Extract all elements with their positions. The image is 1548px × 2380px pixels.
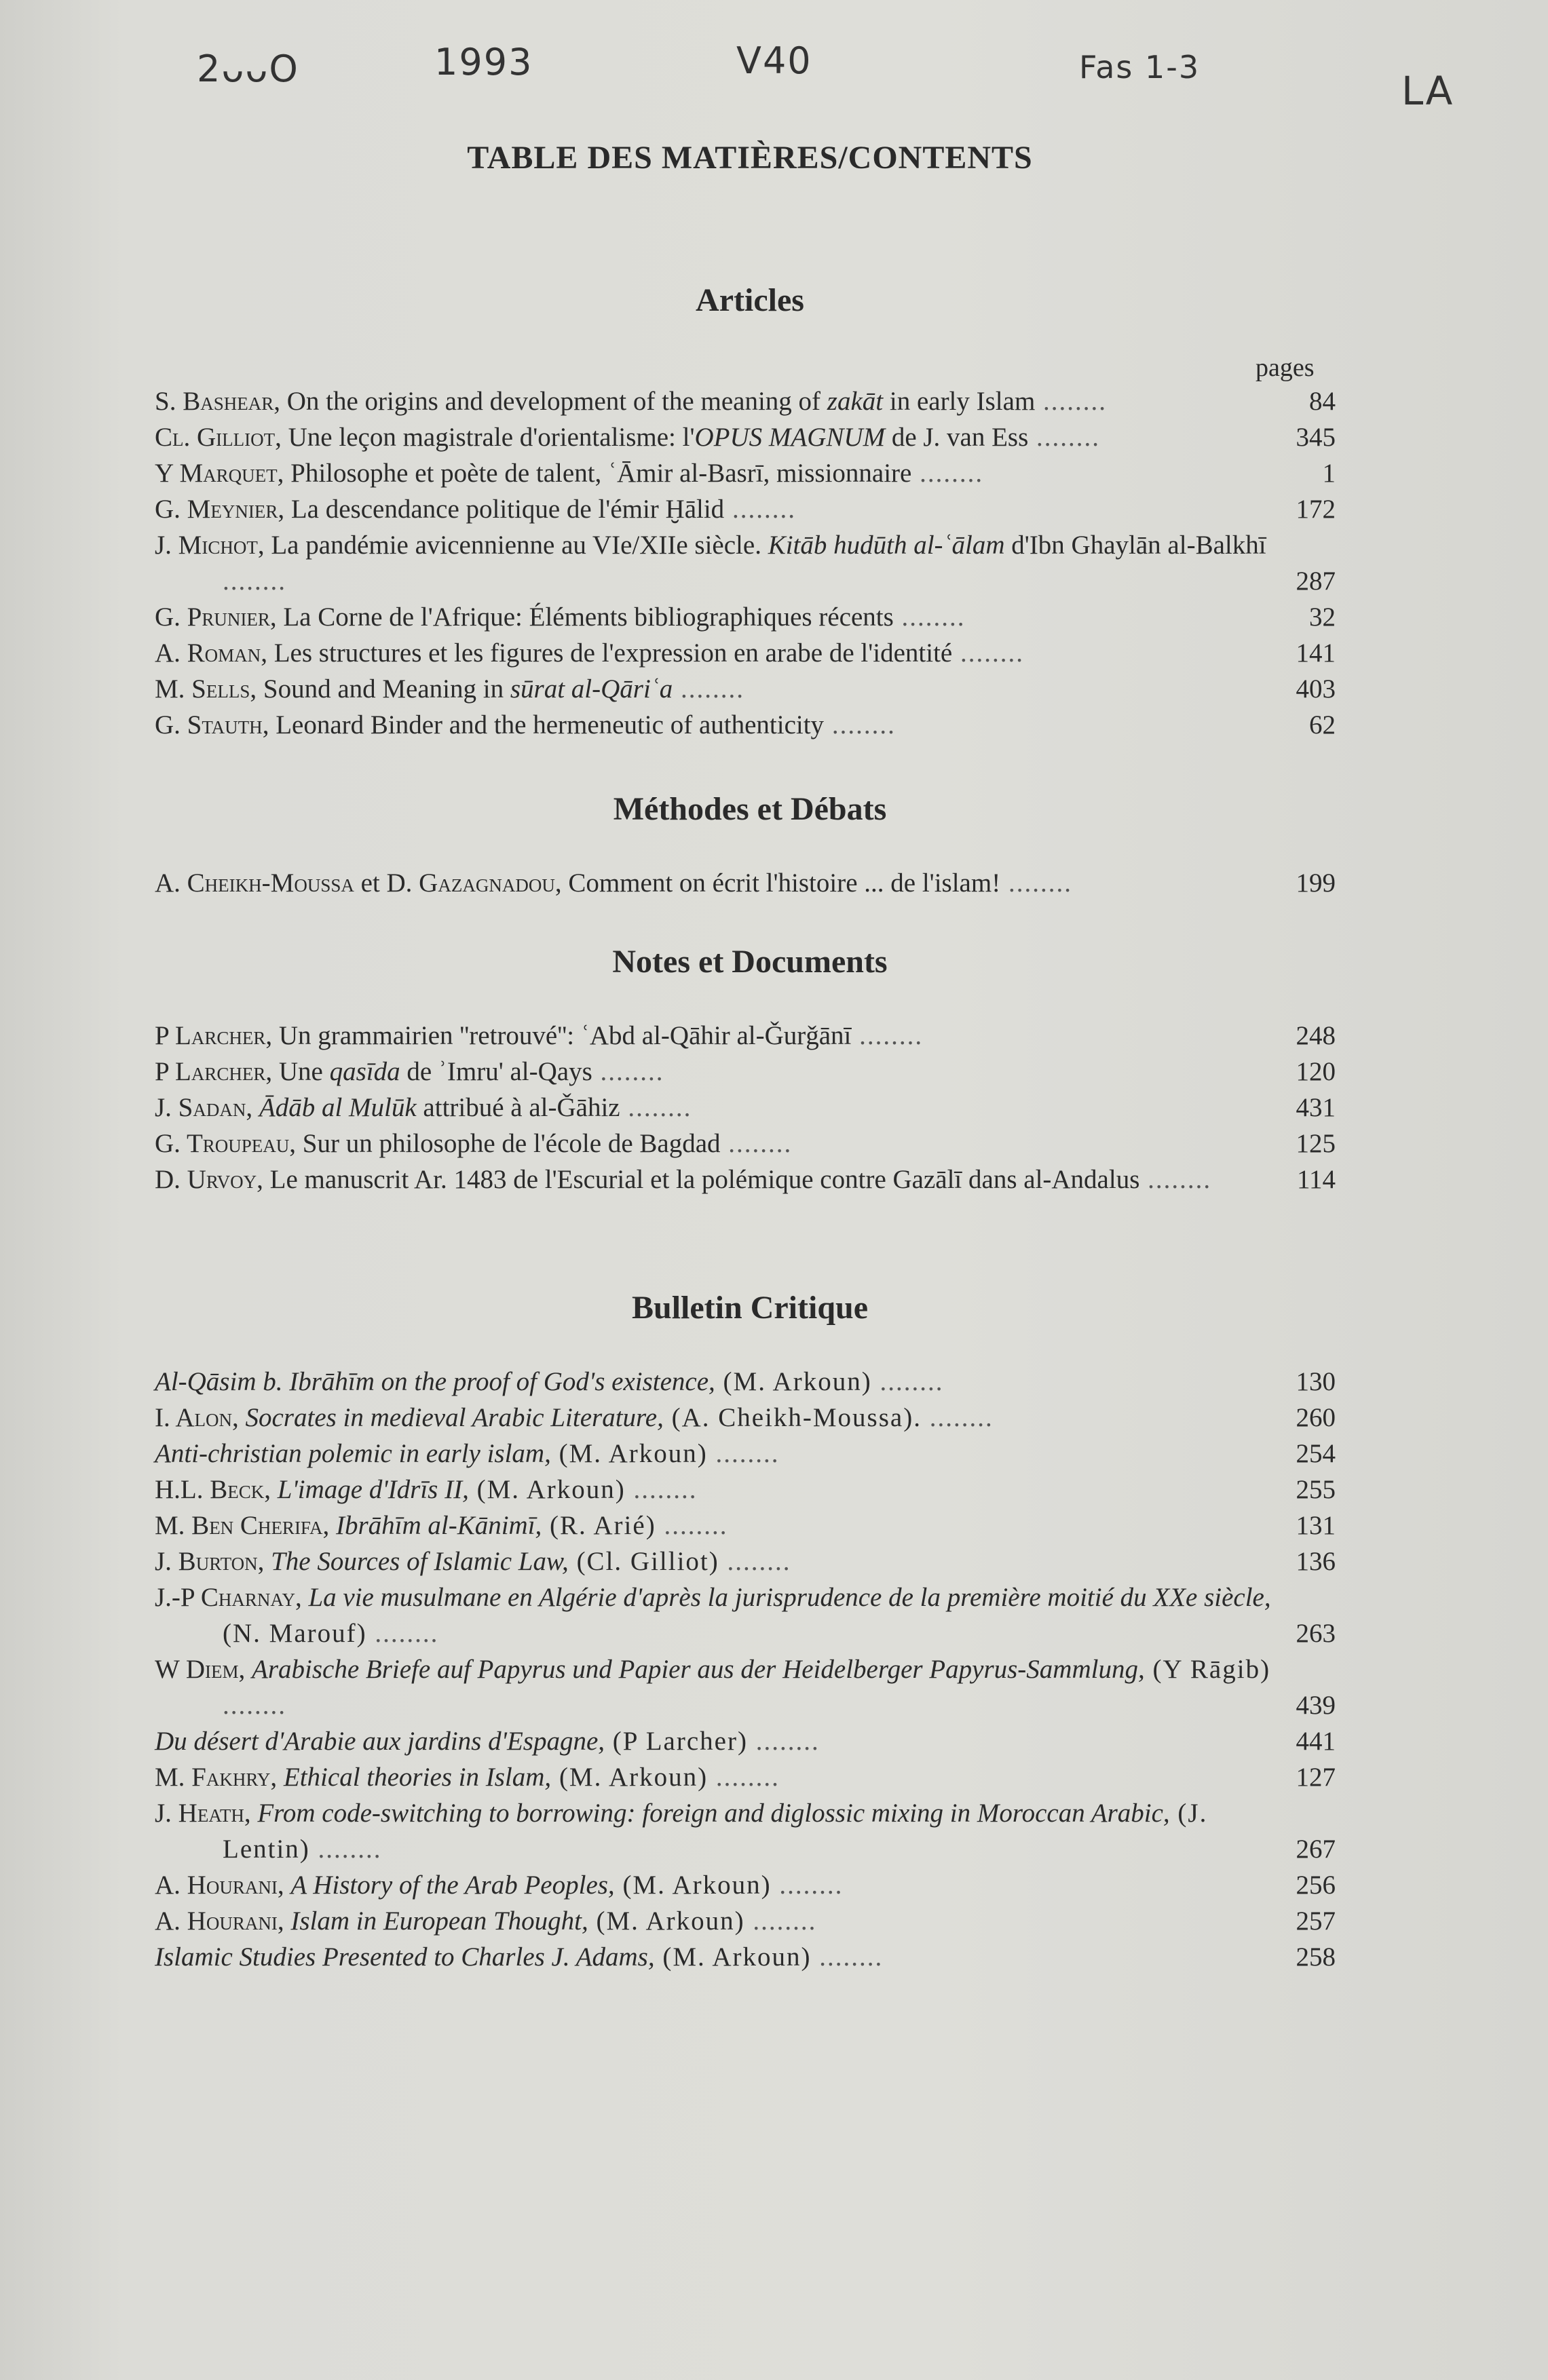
- entry-author: M. Sells: [155, 674, 250, 704]
- entry-page-number: 345: [1296, 423, 1336, 452]
- entry-page-number: 258: [1296, 1942, 1336, 1972]
- handwritten-note-issn: 2ᴗᴗO: [197, 47, 299, 90]
- entry-page-number: 172: [1296, 495, 1336, 524]
- handwritten-note-ref: LA: [1401, 68, 1454, 114]
- entry-rest: de J. van Ess: [885, 423, 1029, 452]
- section-heading-notes: Notes et Documents: [612, 944, 888, 980]
- entry-author: S. Bashear: [155, 387, 274, 416]
- entry-author: A. Hourani: [155, 1870, 278, 1900]
- toc-entry-text: [155, 1579, 1275, 1651]
- entry-text: , Sur un philosophe de l'école de Bagdad: [289, 1129, 721, 1158]
- entry-author: P Larcher: [155, 1021, 266, 1050]
- entry-reviewer: (A. Cheikh-Moussa).: [663, 1403, 922, 1432]
- dot-leader: ........: [707, 1439, 780, 1468]
- entry-author: A. Hourani: [155, 1906, 278, 1936]
- entry-text: , La descendance politique de l'émir Ḫālid: [278, 495, 725, 524]
- dot-leader: ........: [747, 1727, 820, 1756]
- toc-entry-text: [155, 1090, 1275, 1126]
- toc-entry: [155, 1651, 1336, 1723]
- entry-page-number: 248: [1296, 1021, 1336, 1050]
- entry-text: , On the origins and development of the meaning of: [273, 387, 827, 416]
- entry-author: M. Fakhry: [155, 1763, 271, 1792]
- entry-title: Du désert d'Arabie aux jardins d'Espagne,: [155, 1727, 605, 1756]
- toc-entry: [155, 865, 1336, 901]
- toc-entry-text: [155, 1400, 1275, 1436]
- entry-reviewer: (R. Arié): [542, 1511, 656, 1540]
- entry-title: La vie musulmane en Algérie d'après la jurisprudence de la première moitié du XXe siècle,: [308, 1583, 1271, 1612]
- toc-entry-text: [155, 1054, 1275, 1090]
- toc-entry: [155, 1543, 1336, 1579]
- entry-page-number: 136: [1296, 1547, 1336, 1576]
- toc-entry-text: [155, 419, 1275, 455]
- entry-text: , Un grammairien ''retrouvé'': ʿAbd al-Qāhir al-Ǧurǧānī: [265, 1021, 852, 1050]
- toc-entry-text: [155, 1508, 1275, 1543]
- entry-reviewer: (Cl. Gilliot): [568, 1547, 719, 1576]
- entry-page-number: 254: [1296, 1439, 1336, 1468]
- entry-title: Islamic Studies Presented to Charles J. Adams,: [155, 1942, 655, 1972]
- entry-page-number: 287: [1296, 567, 1336, 596]
- toc-entry: [155, 1723, 1336, 1759]
- entry-page-number: 32: [1309, 602, 1336, 632]
- toc-entry: [155, 491, 1336, 527]
- toc-entry-text: [155, 1723, 1275, 1759]
- entry-rest: in early Islam: [883, 387, 1036, 416]
- toc-entry: [155, 1759, 1336, 1795]
- entry-separator: ,: [322, 1511, 336, 1540]
- entry-text: , Leonard Binder and the hermeneutic of authenticity: [262, 710, 825, 740]
- dot-leader: ........: [911, 459, 984, 488]
- dot-leader: ........: [656, 1511, 728, 1540]
- toc-entry: [155, 671, 1336, 707]
- toc-entry-text: [155, 1903, 1275, 1939]
- entry-separator: ,: [244, 1799, 258, 1828]
- toc-entry-text: [155, 671, 1275, 707]
- entry-reviewer: (M. Arkoun): [654, 1942, 812, 1972]
- entry-author: M. Ben Cherifa: [155, 1511, 323, 1540]
- toc-entry-text: [155, 455, 1275, 491]
- entry-text: , Sound and Meaning in: [250, 674, 510, 704]
- entry-title: From code-switching to borrowing: foreign and diglossic mixing in Moroccan Arabic,: [257, 1799, 1170, 1828]
- toc-entry-text: [155, 1162, 1275, 1197]
- handwritten-note-year: 1993: [434, 41, 533, 83]
- toc-entry: [155, 383, 1336, 419]
- entry-author: G. Stauth: [155, 710, 263, 740]
- entry-separator: ,: [270, 1763, 284, 1792]
- entry-text: , Philosophe et poète de talent, ʿĀmir al-Basrī, missionnaire: [277, 459, 912, 488]
- entry-rest: attribué à al-Ǧāhiz: [416, 1093, 620, 1122]
- entry-separator: ,: [257, 1547, 271, 1576]
- toc-entry-text: [155, 1651, 1275, 1723]
- entry-author: J.-P Charnay: [155, 1583, 295, 1612]
- dot-leader: ........: [673, 674, 745, 704]
- dot-leader: ........: [719, 1547, 791, 1576]
- entry-title: Al-Qāsim b. Ibrāhīm on the proof of God's existence,: [155, 1367, 715, 1396]
- toc-entry: [155, 1472, 1336, 1508]
- entry-page-number: 260: [1296, 1403, 1336, 1432]
- toc-entry-text: [155, 1543, 1275, 1579]
- dot-leader: ........: [744, 1906, 817, 1936]
- entry-separator: ,: [277, 1906, 291, 1936]
- toc-entry-text: [155, 1939, 1275, 1975]
- entry-italic: OPUS MAGNUM: [694, 423, 886, 452]
- entry-page-number: 127: [1296, 1763, 1336, 1792]
- entry-page-number: 114: [1296, 1165, 1336, 1194]
- toc-entry-text: [155, 599, 1275, 635]
- entry-text: , Une: [265, 1057, 330, 1086]
- dot-leader: ........: [1000, 868, 1072, 898]
- toc-entry-text: [155, 1759, 1275, 1795]
- dot-leader: ........: [309, 1835, 382, 1864]
- toc-entry: [155, 1579, 1336, 1651]
- toc-entry-text: [155, 865, 1275, 901]
- dot-leader: ........: [366, 1619, 439, 1648]
- toc-entry-text: [155, 1795, 1275, 1867]
- entry-text: , La pandémie avicennienne au VIe/XIIe siècle.: [257, 531, 768, 560]
- dot-leader: ........: [1035, 387, 1108, 416]
- page-title: TABLE DES MATIÈRES/CONTENTS: [467, 140, 1033, 176]
- dot-leader: ........: [708, 1763, 780, 1792]
- articles-list: [155, 383, 1336, 743]
- entry-text: et: [354, 868, 387, 898]
- toc-entry-text: [155, 635, 1275, 671]
- toc-entry: [155, 635, 1336, 671]
- entry-page-number: 1: [1322, 459, 1336, 488]
- section-heading-articles: Articles: [696, 282, 804, 318]
- entry-author: Y Marquet: [155, 459, 278, 488]
- entry-rest: d'Ibn Ghaylān al-Balkhī: [1004, 531, 1266, 560]
- dot-leader: ........: [952, 638, 1024, 668]
- entry-page-number: 141: [1296, 638, 1336, 668]
- entry-text: , Une leçon magistrale d'orientalisme: l': [275, 423, 695, 452]
- entry-title: The Sources of Islamic Law,: [271, 1547, 569, 1576]
- entry-page-number: 431: [1296, 1093, 1336, 1122]
- entry-author: J. Burton: [155, 1547, 258, 1576]
- dot-leader: ........: [625, 1475, 698, 1504]
- toc-entry: [155, 1054, 1336, 1090]
- entry-reviewer: (M. Arkoun): [550, 1439, 708, 1468]
- dot-leader: ........: [893, 602, 966, 632]
- toc-entry: [155, 1090, 1336, 1126]
- dot-leader: ........: [851, 1021, 924, 1050]
- entry-title: Ibrāhīm al-Kānimī,: [335, 1511, 542, 1540]
- toc-entry: [155, 455, 1336, 491]
- entry-page-number: 267: [1296, 1835, 1336, 1864]
- notes-list: [155, 1018, 1336, 1197]
- dot-leader: ........: [1139, 1165, 1212, 1194]
- entry-author: D. Urvoy: [155, 1165, 257, 1194]
- dot-leader: ........: [921, 1403, 994, 1432]
- entry-page-number: 441: [1296, 1727, 1336, 1756]
- entry-italic: zakāt: [827, 387, 884, 416]
- pages-column-label: pages: [1256, 353, 1315, 382]
- entry-separator: ,: [295, 1583, 309, 1612]
- entry-text: ,: [246, 1093, 259, 1122]
- toc-entry-text: [155, 527, 1275, 599]
- dot-leader: ........: [223, 1691, 286, 1720]
- dot-leader: ........: [223, 567, 286, 596]
- entry-rest: , Comment on écrit l'histoire ... de l'islam!: [554, 868, 1001, 898]
- entry-italic: Ādāb al Mulūk: [259, 1093, 417, 1122]
- entry-author: G. Prunier: [155, 602, 270, 632]
- toc-entry-text: [155, 1018, 1275, 1054]
- entry-page-number: 263: [1296, 1619, 1336, 1648]
- toc-entry-text: [155, 707, 1275, 743]
- entry-author: H.L. Beck: [155, 1475, 265, 1504]
- entry-title: A History of the Arab Peoples,: [290, 1870, 615, 1900]
- entry-separator: ,: [232, 1403, 246, 1432]
- dot-leader: ........: [724, 495, 796, 524]
- toc-entry: [155, 1400, 1336, 1436]
- handwritten-note-fascicle: Fas 1-3: [1079, 49, 1201, 85]
- entry-page-number: 120: [1296, 1057, 1336, 1086]
- entry-page-number: 255: [1296, 1475, 1336, 1504]
- entry-page-number: 131: [1296, 1511, 1336, 1540]
- bulletin-list: [155, 1364, 1336, 1975]
- entry-author: P Larcher: [155, 1057, 266, 1086]
- entry-page-number: 403: [1296, 674, 1336, 704]
- entry-italic: sūrat al-Qāriʿa: [510, 674, 673, 704]
- entry-page-number: 130: [1296, 1367, 1336, 1396]
- entry-author: J. Sadan: [155, 1093, 246, 1122]
- toc-entry-text: [155, 1126, 1275, 1162]
- dot-leader: ........: [720, 1129, 793, 1158]
- dot-leader: ........: [620, 1093, 692, 1122]
- toc-entry: [155, 1903, 1336, 1939]
- entry-reviewer: (M. Arkoun): [468, 1475, 626, 1504]
- toc-entry-text: [155, 383, 1275, 419]
- entry-page-number: 199: [1296, 868, 1336, 898]
- entry-reviewer: (M. Arkoun): [551, 1763, 709, 1792]
- dot-leader: ........: [1028, 423, 1101, 452]
- entry-title: Socrates in medieval Arabic Literature,: [245, 1403, 664, 1432]
- handwritten-note-volume: V40: [736, 39, 812, 82]
- entry-italic: Kitāb hudūth al-ʿālam: [768, 531, 1005, 560]
- section-heading-bulletin: Bulletin Critique: [631, 1290, 869, 1326]
- toc-entry-text: [155, 1364, 1275, 1400]
- toc-entry-text: [155, 1472, 1275, 1508]
- entry-page-number: 257: [1296, 1906, 1336, 1936]
- entry-author: I. Alon: [155, 1403, 232, 1432]
- toc-entry-text: [155, 1436, 1275, 1472]
- methodes-list: [155, 865, 1336, 901]
- dot-leader: ........: [871, 1367, 944, 1396]
- dot-leader: ........: [824, 710, 896, 740]
- toc-entry: [155, 1867, 1336, 1903]
- entry-page-number: 256: [1296, 1870, 1336, 1900]
- entry-page-number: 125: [1296, 1129, 1336, 1158]
- entry-reviewer: (M. Arkoun): [715, 1367, 872, 1396]
- entry-reviewer: (M. Arkoun): [588, 1906, 745, 1936]
- toc-entry: [155, 1795, 1336, 1867]
- toc-entry: [155, 1939, 1336, 1975]
- entry-page-number: 84: [1309, 387, 1336, 416]
- toc-entry: [155, 707, 1336, 743]
- entry-text: , Le manuscrit Ar. 1483 de l'Escurial et la polémique contre Gazālī dans al-Andalus: [257, 1165, 1140, 1194]
- toc-entry: [155, 1126, 1336, 1162]
- entry-rest: de ʾImru' al-Qays: [400, 1057, 592, 1086]
- entry-reviewer: (Y Rāgib): [1144, 1655, 1271, 1684]
- toc-entry-text: [155, 491, 1275, 527]
- entry-reviewer: (N. Marouf): [223, 1619, 367, 1648]
- toc-entry: [155, 419, 1336, 455]
- entry-author: A. Cheikh-Moussa: [155, 868, 354, 898]
- entry-title: Arabische Briefe auf Papyrus und Papier aus der Heidelberger Papyrus-Sammlung,: [252, 1655, 1145, 1684]
- entry-page-number: 62: [1309, 710, 1336, 740]
- entry-author: G. Meynier: [155, 495, 278, 524]
- dot-leader: ........: [811, 1942, 884, 1972]
- dot-leader: ........: [771, 1870, 844, 1900]
- entry-title: Islam in European Thought,: [290, 1906, 588, 1936]
- entry-title: Anti-christian polemic in early islam,: [155, 1439, 551, 1468]
- entry-author: D. Gazagnadou: [386, 868, 555, 898]
- entry-author: W Diem: [155, 1655, 239, 1684]
- toc-entry: [155, 1508, 1336, 1543]
- toc-entry: [155, 599, 1336, 635]
- toc-entry: [155, 1162, 1336, 1197]
- entry-reviewer: (P Larcher): [605, 1727, 748, 1756]
- entry-author: J. Heath: [155, 1799, 244, 1828]
- toc-entry-text: [155, 1867, 1275, 1903]
- toc-entry: [155, 527, 1336, 599]
- dot-leader: ........: [592, 1057, 664, 1086]
- section-heading-methodes: Méthodes et Débats: [613, 791, 887, 827]
- entry-author: Cl. Gilliot: [155, 423, 276, 452]
- entry-title: L'image d'Idrīs II,: [277, 1475, 469, 1504]
- entry-title: Ethical theories in Islam,: [283, 1763, 552, 1792]
- entry-author: G. Troupeau: [155, 1129, 290, 1158]
- entry-separator: ,: [264, 1475, 278, 1504]
- entry-italic: qasīda: [329, 1057, 400, 1086]
- toc-entry: [155, 1018, 1336, 1054]
- entry-text: , Les structures et les figures de l'expression en arabe de l'identité: [261, 638, 953, 668]
- entry-text: , La Corne de l'Afrique: Éléments bibliographiques récents: [269, 602, 894, 632]
- entry-reviewer: (M. Arkoun): [614, 1870, 772, 1900]
- entry-separator: ,: [277, 1870, 291, 1900]
- toc-entry: [155, 1436, 1336, 1472]
- entry-author: J. Michot: [155, 531, 258, 560]
- entry-reviewer: (J. Lentin): [223, 1799, 1208, 1864]
- entry-separator: ,: [238, 1655, 252, 1684]
- entry-page-number: 439: [1296, 1691, 1336, 1720]
- toc-entry: [155, 1364, 1336, 1400]
- entry-author: A. Roman: [155, 638, 261, 668]
